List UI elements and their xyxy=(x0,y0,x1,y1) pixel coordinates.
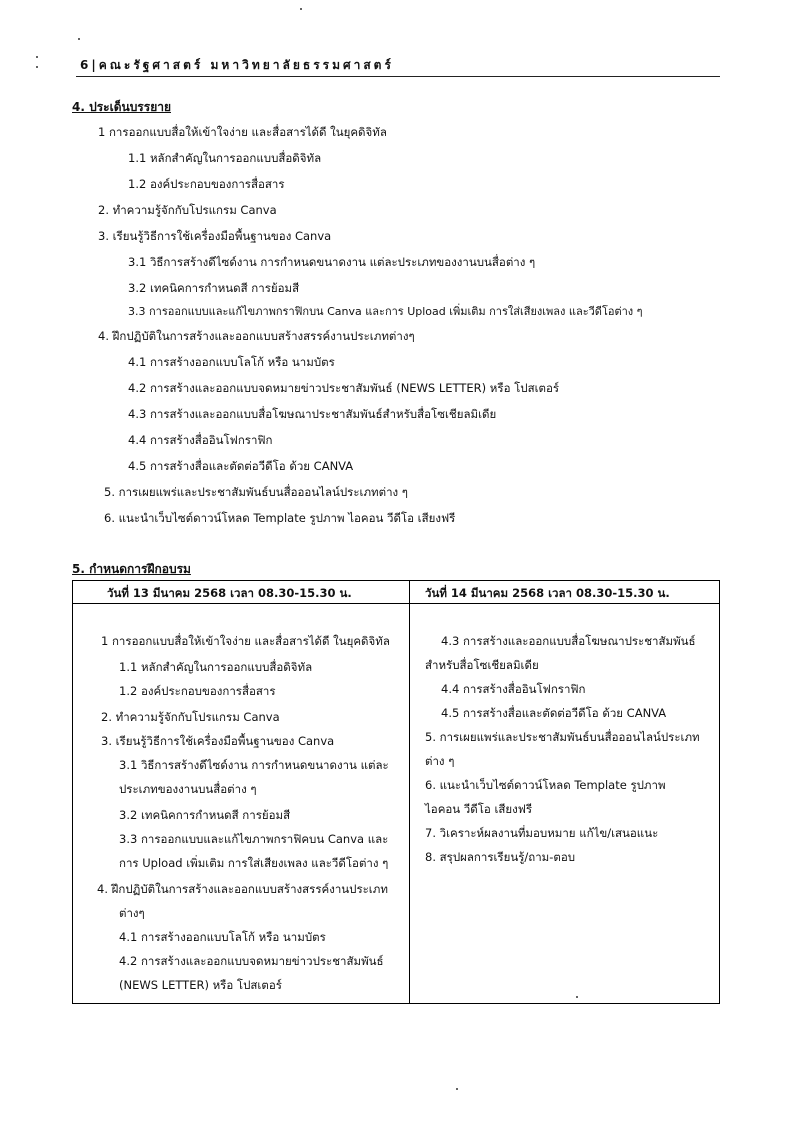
lecture-item: 4.1 การสร้างออกแบบโลโก้ หรือ นามบัตร xyxy=(128,355,335,369)
page-number: 6 xyxy=(80,58,92,72)
scan-speck xyxy=(456,1088,458,1090)
scan-speck xyxy=(78,38,80,40)
day1-line: 1.1 หลักสำคัญในการออกแบบสื่อดิจิทัล xyxy=(119,660,313,674)
table-header-rule xyxy=(73,603,719,604)
table-column-divider xyxy=(409,581,410,1003)
day1-header: วันที่ 13 มีนาคม 2568 เวลา 08.30-15.30 น. xyxy=(107,586,352,600)
day2-line: 7. วิเคราะห์ผลงานที่มอบหมาย แก้ไข/เสนอแนะ xyxy=(425,826,659,840)
lecture-item: 4. ฝึกปฏิบัติในการสร้างและออกแบบสร้างสรรค์งานประเภทต่างๆ xyxy=(98,329,415,343)
scan-speck xyxy=(576,996,578,998)
day1-line: 2. ทำความรู้จักกับโปรแกรม Canva xyxy=(101,710,280,724)
section-5-title: 5. กำหนดการฝึกอบรม xyxy=(72,562,191,576)
day2-line: 4.3 การสร้างและออกแบบสื่อโฆษณาประชาสัมพันธ์ xyxy=(441,634,696,648)
lecture-item: 1.1 หลักสำคัญในการออกแบบสื่อดิจิทัล xyxy=(128,151,322,165)
lecture-item: 3. เรียนรู้วิธีการใช้เครื่องมือพื้นฐานของ Canva xyxy=(98,229,332,243)
day2-header: วันที่ 14 มีนาคม 2568 เวลา 08.30-15.30 น. xyxy=(425,586,670,600)
day2-line: 4.4 การสร้างสื่ออินโฟกราฟิก xyxy=(441,682,586,696)
day1-line: ประเภทของงานบนสื่อต่าง ๆ xyxy=(119,782,257,796)
day1-line: 3.2 เทคนิคการกำหนดสี การย้อมสี xyxy=(119,808,291,822)
header-rule xyxy=(76,76,720,77)
lecture-item: 4.2 การสร้างและออกแบบจดหมายข่าวประชาสัมพันธ์ (NEWS LETTER) หรือ โปสเตอร์ xyxy=(128,381,560,395)
scan-speck xyxy=(36,56,38,58)
day1-line: 4.1 การสร้างออกแบบโลโก้ หรือ นามบัตร xyxy=(119,930,326,944)
section-4-title: 4. ประเด็นบรรยาย xyxy=(72,100,171,114)
day1-line: ต่างๆ xyxy=(119,906,145,920)
day2-line: 5. การเผยแพร่และประชาสัมพันธ์บนสื่อออนไลน์ประเภท xyxy=(425,730,700,744)
day1-line: การ Upload เพิ่มเติม การใส่เสียงเพลง และวีดีโอต่าง ๆ xyxy=(119,856,389,870)
day2-line: 8. สรุปผลการเรียนรู้/ถาม-ตอบ xyxy=(425,850,576,864)
day2-line: 4.5 การสร้างสื่อและตัดต่อวีดีโอ ด้วย CANVA xyxy=(441,706,667,720)
lecture-item: 4.3 การสร้างและออกแบบสื่อโฆษณาประชาสัมพันธ์สำหรับสื่อโซเชียลมิเดีย xyxy=(128,407,497,421)
lecture-item: 5. การเผยแพร่และประชาสัมพันธ์บนสื่อออนไลน์ประเภทต่าง ๆ xyxy=(104,485,408,499)
day1-line: 1.2 องค์ประกอบของการสื่อสาร xyxy=(119,684,276,698)
faculty-title: คณะรัฐศาสตร์ มหาวิทยาลัยธรรมศาสตร์ xyxy=(98,58,394,72)
lecture-item: 3.2 เทคนิคการกำหนดสี การย้อมสี xyxy=(128,281,300,295)
day1-line: 4.2 การสร้างและออกแบบจดหมายข่าวประชาสัมพันธ์ xyxy=(119,954,384,968)
day1-line: 1 การออกแบบสื่อให้เข้าใจง่าย และสื่อสารได้ดี ในยุคดิจิทัล xyxy=(101,634,390,648)
day1-line: (NEWS LETTER) หรือ โปสเตอร์ xyxy=(119,978,282,992)
lecture-item: 3.3 การออกแบบและแก้ไขภาพกราฟิกบน Canva และการ Upload เพิ่มเติม การใส่เสียงเพลง และวีดีโอต่าง ๆ xyxy=(128,305,643,318)
day2-line: ต่าง ๆ xyxy=(425,754,455,768)
lecture-item: 2. ทำความรู้จักกับโปรแกรม Canva xyxy=(98,203,277,217)
lecture-item: 6. แนะนำเว็บไซต์ดาวน์โหลด Template รูปภาพ ไอคอน วีดีโอ เสียงฟรี xyxy=(104,511,456,525)
lecture-item: 1.2 องค์ประกอบของการสื่อสาร xyxy=(128,177,285,191)
day2-line: ไอคอน วีดีโอ เสียงฟรี xyxy=(425,802,533,816)
schedule-table xyxy=(72,580,720,1004)
scan-speck xyxy=(36,66,38,68)
page-header: 6|คณะรัฐศาสตร์ มหาวิทยาลัยธรรมศาสตร์ xyxy=(80,58,394,72)
day1-line: 3.1 วิธีการสร้างดีไซด์งาน การกำหนดขนาดงาน แต่ละ xyxy=(119,758,389,772)
day2-line: 6. แนะนำเว็บไซต์ดาวน์โหลด Template รูปภาพ xyxy=(425,778,666,792)
lecture-item: 4.5 การสร้างสื่อและตัดต่อวีดีโอ ด้วย CANVA xyxy=(128,459,354,473)
day1-line: 3.3 การออกแบบและแก้ไขภาพกราฟิคบน Canva และ xyxy=(119,832,389,846)
day1-line: 4. ฝึกปฏิบัติในการสร้างและออกแบบสร้างสรรค์งานประเภท xyxy=(97,882,388,896)
day2-line: สำหรับสื่อโซเชียลมิเดีย xyxy=(425,658,539,672)
lecture-item: 1 การออกแบบสื่อให้เข้าใจง่าย และสื่อสารได้ดี ในยุคดิจิทัล xyxy=(98,125,387,139)
day1-line: 3. เรียนรู้วิธีการใช้เครื่องมือพื้นฐานของ Canva xyxy=(101,734,335,748)
scan-speck xyxy=(300,8,302,10)
lecture-item: 3.1 วิธีการสร้างดีไซด์งาน การกำหนดขนาดงาน แต่ละประเภทของงานบนสื่อต่าง ๆ xyxy=(128,255,536,269)
lecture-item: 4.4 การสร้างสื่ออินโฟกราฟิก xyxy=(128,433,273,447)
